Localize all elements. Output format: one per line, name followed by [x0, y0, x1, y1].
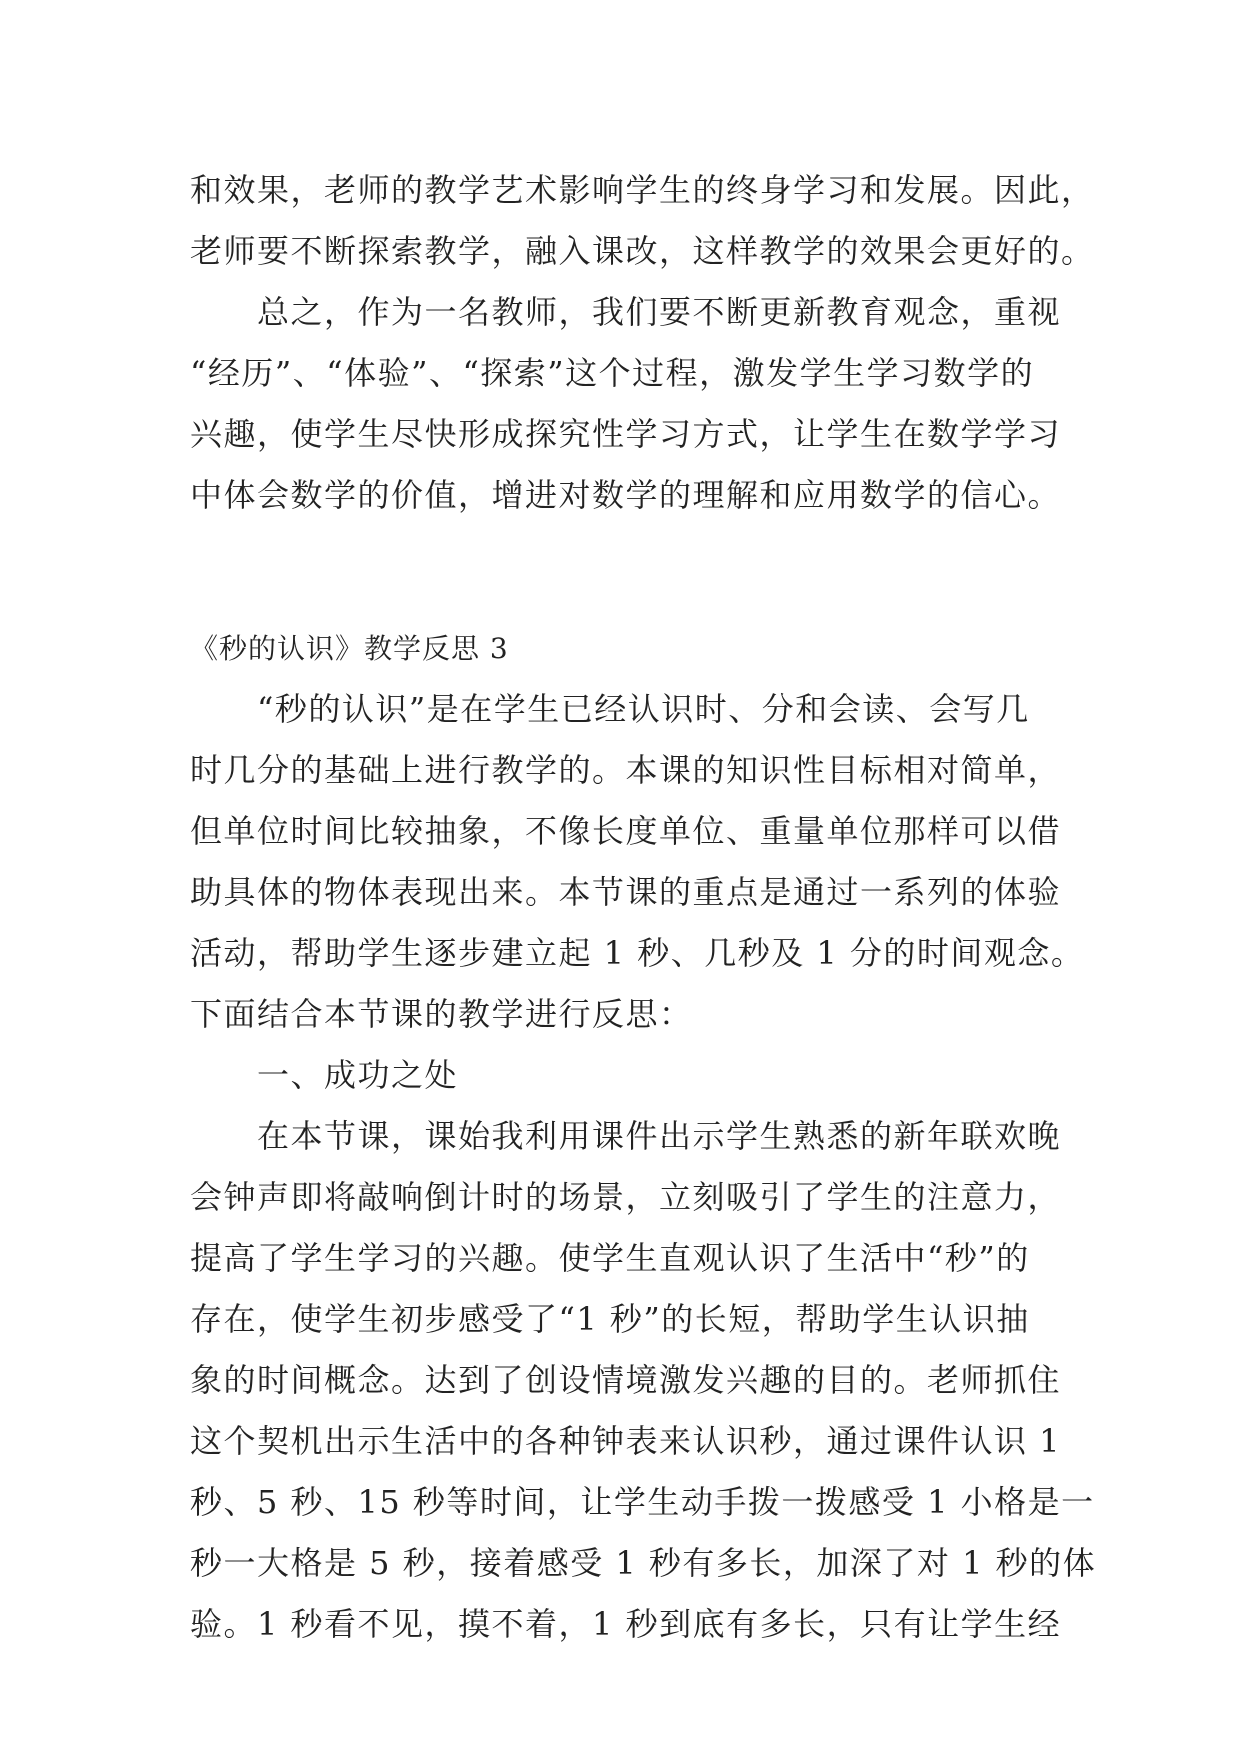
- text-line: 在本节课，课始我利用课件出示学生熟悉的新年联欢晚: [190, 1117, 1062, 1155]
- text-line: 总之，作为一名教师，我们要不断更新教育观念，重视: [190, 293, 1062, 331]
- text-line: 活动，帮助学生逐步建立起 1 秒、几秒及 1 分的时间观念。: [190, 934, 1085, 972]
- text-line: 助具体的物体表现出来。本节课的重点是通过一系列的体验: [190, 873, 1062, 911]
- text-line: 象的时间概念。达到了创设情境激发兴趣的目的。老师抓住: [190, 1361, 1062, 1399]
- text-line: 存在，使学生初步感受了“1 秒”的长短，帮助学生认识抽: [190, 1300, 1030, 1338]
- paragraph-block-1: [190, 160, 1095, 526]
- section-title: 《秒的认识》教学反思 3: [190, 632, 509, 665]
- text-line: 会钟声即将敲响倒计时的场景，立刻吸引了学生的注意力，: [190, 1178, 1062, 1216]
- text-line: 秒、5 秒、15 秒等时间，让学生动手拨一拨感受 1 小格是一: [190, 1483, 1095, 1521]
- text-line: 老师要不断探索教学，融入课改，这样教学的效果会更好的。: [190, 232, 1095, 270]
- text-line: 提高了学生学习的兴趣。使学生直观认识了生活中“秒”的: [190, 1239, 1030, 1277]
- text-line: 下面结合本节课的教学进行反思：: [190, 995, 693, 1033]
- text-line: “秒的认识”是在学生已经认识时、分和会读、会写几: [190, 690, 1030, 728]
- text-line: 秒一大格是 5 秒，接着感受 1 秒有多长，加深了对 1 秒的体: [190, 1544, 1097, 1582]
- section-spacer: [190, 526, 1070, 618]
- text-line: 兴趣，使学生尽快形成探究性学习方式，让学生在数学学习: [190, 415, 1062, 453]
- document-page: [190, 160, 1097, 1655]
- text-line: 时几分的基础上进行教学的。本课的知识性目标相对简单，: [190, 751, 1062, 789]
- text-line: 但单位时间比较抽象，不像长度单位、重量单位那样可以借: [190, 812, 1062, 850]
- paragraph-block-2: [190, 679, 1097, 1655]
- text-line: 和效果，老师的教学艺术影响学生的终身学习和发展。因此，: [190, 171, 1095, 209]
- subheading: 一、成功之处: [190, 1056, 459, 1094]
- text-line: “经历”、“体验”、“探索”这个过程，激发学生学习数学的: [190, 354, 1035, 392]
- text-line: 中体会数学的价值，增进对数学的理解和应用数学的信心。: [190, 476, 1062, 514]
- text-line: 验。1 秒看不见，摸不着，1 秒到底有多长，只有让学生经: [190, 1605, 1062, 1643]
- text-line: 这个契机出示生活中的各种钟表来认识秒，通过课件认识 1: [190, 1422, 1062, 1460]
